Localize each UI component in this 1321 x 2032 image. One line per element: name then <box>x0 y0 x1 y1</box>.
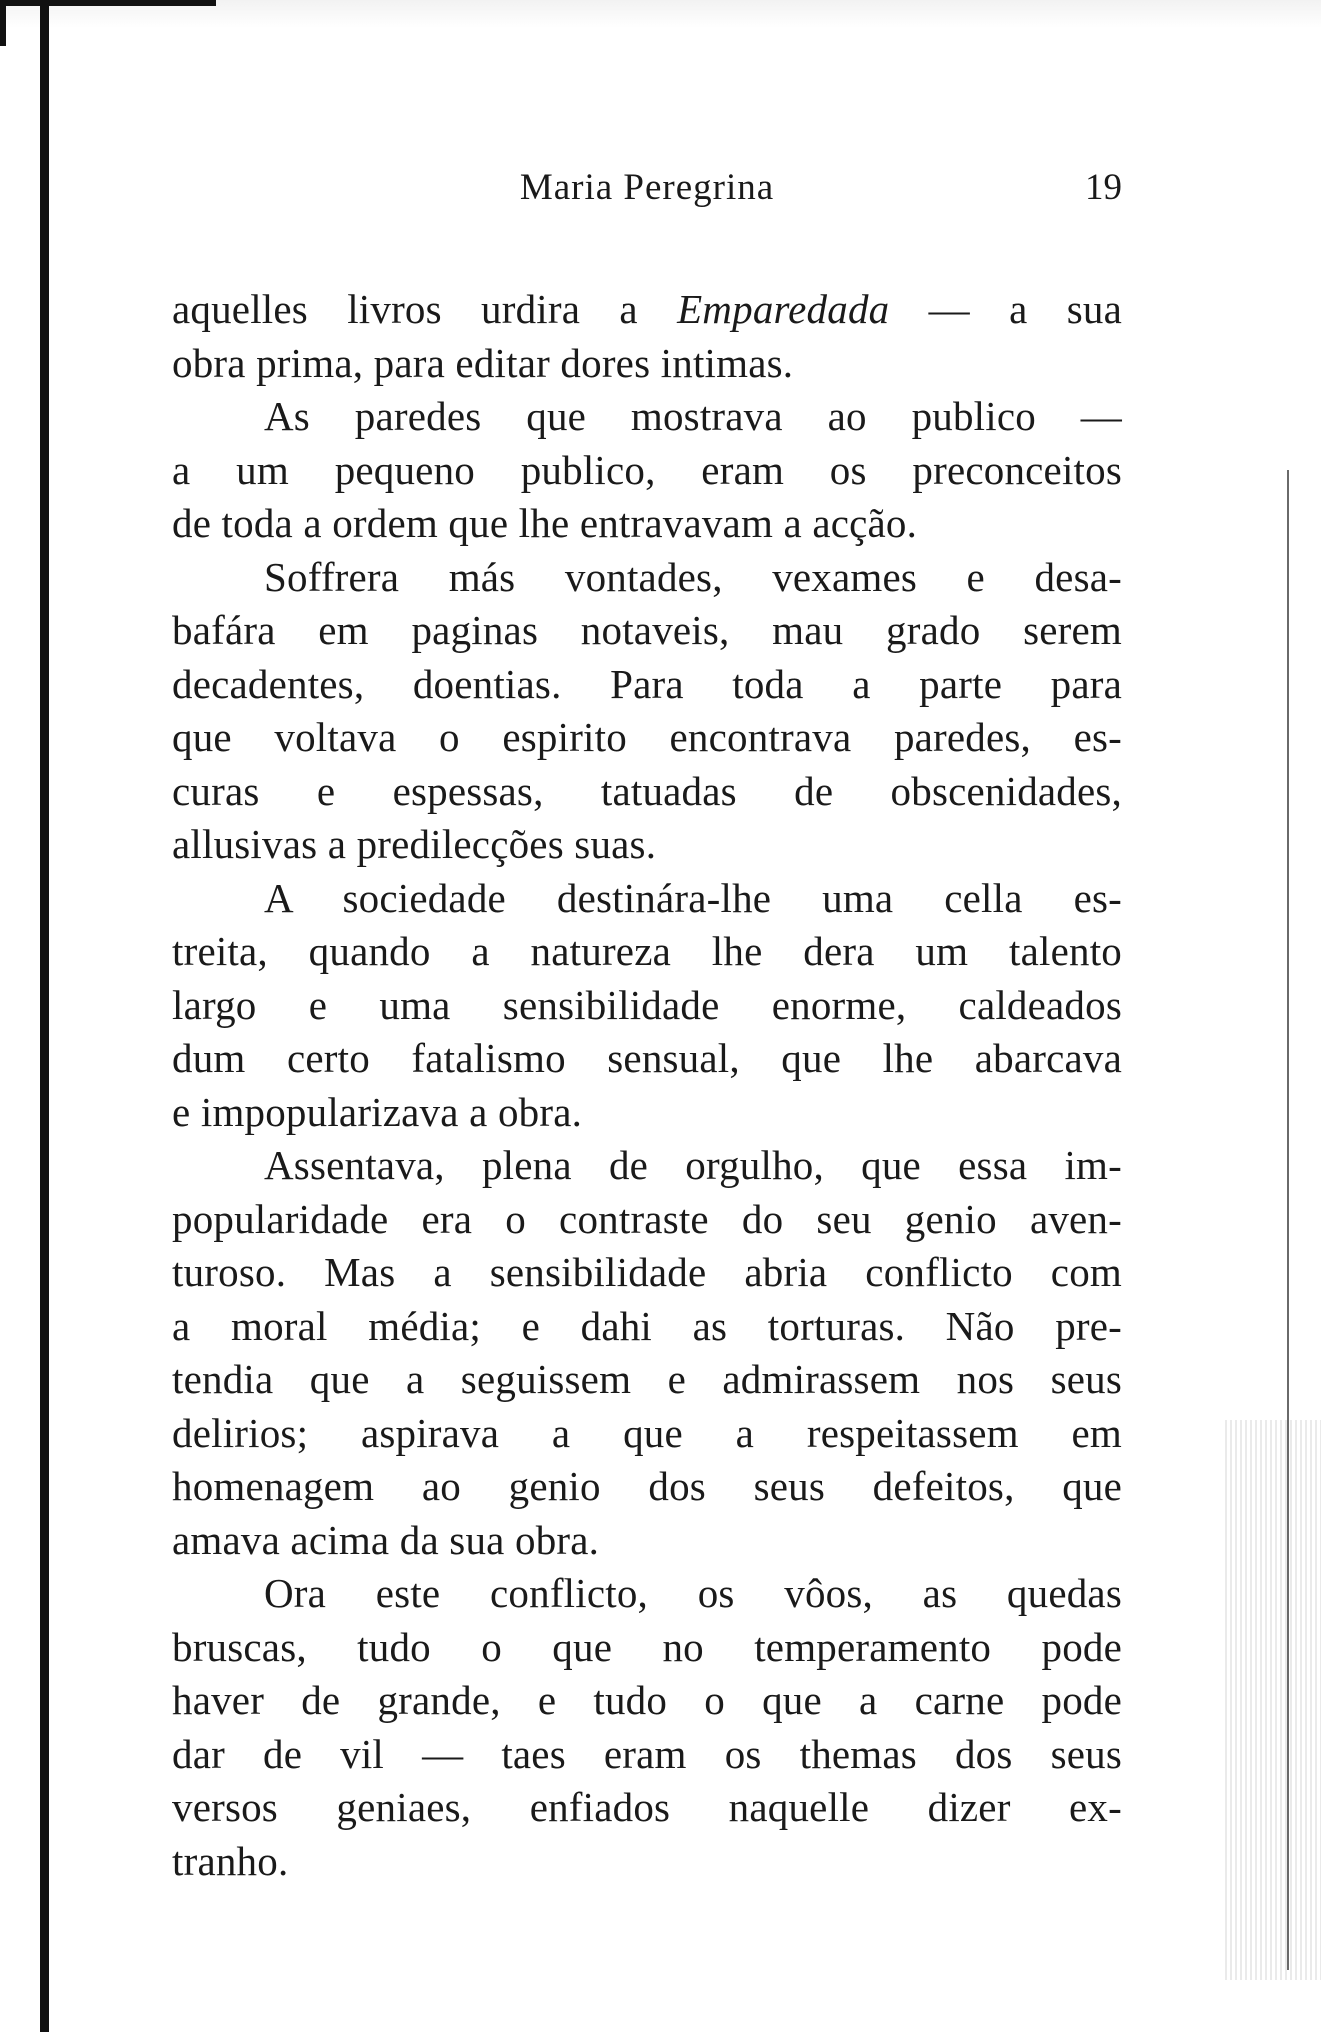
text-line: dar de vil — taes eram os themas dos seus <box>172 1730 1122 1777</box>
text-line: Soffrera más vontades, vexames e desa- <box>264 553 1122 600</box>
scan-left-edge <box>40 0 49 2032</box>
text-line: curas e espessas, tatuadas de obscenidades, <box>172 767 1122 814</box>
text-line: allusivas a predilecções suas. <box>172 821 657 867</box>
running-head <box>172 166 1122 216</box>
text-line: Assentava, plena de orgulho, que essa im- <box>264 1142 1122 1188</box>
text-line: largo e uma sensibilidade enorme, caldeados <box>172 981 1122 1028</box>
text-line: dum certo fatalismo sensual, que lhe abarcava <box>172 1035 1122 1081</box>
running-title: Maria Peregrina <box>519 167 775 208</box>
text-line: homenagem ao genio dos seus defeitos, que <box>172 1463 1122 1509</box>
text-line: a moral média; e dahi as torturas. Não pre- <box>172 1302 1122 1349</box>
text-line: que voltava o espirito encontrava paredes, es- <box>172 714 1122 760</box>
text-line: bafára em paginas notaveis, mau grado serem <box>172 607 1122 653</box>
text-line: bruscas, tudo o que no temperamento pode <box>172 1623 1122 1670</box>
text-line: A sociedade destinára-lhe uma cella es- <box>264 874 1122 921</box>
text-line: e impopularizava a obra. <box>172 1088 583 1135</box>
text-line <box>172 283 1122 337</box>
text-line: popularidade era o contraste do seu genio aven- <box>172 1195 1122 1242</box>
text-line: treita, quando a natureza lhe dera um talento <box>172 928 1122 974</box>
text-line: Ora este conflicto, os vôos, as quedas <box>264 1570 1122 1616</box>
text-line: tendia que a seguissem e admirassem nos seus <box>172 1356 1122 1402</box>
text-line: haver de grande, e tudo o que a carne pode <box>172 1677 1122 1723</box>
text-segment: aquelles livros urdira a <box>172 286 678 332</box>
text-line: a um pequeno publico, eram os preconceitos <box>172 446 1122 493</box>
text-line: versos geniaes, enfiados naquelle dizer ex- <box>172 1784 1122 1830</box>
text-line: As paredes que mostrava ao publico — <box>264 393 1122 439</box>
text-line: tranho. <box>172 1837 289 1884</box>
text-line: obra prima, para editar dores intimas. <box>172 339 794 386</box>
text-line: amava acima da sua obra. <box>172 1516 600 1563</box>
page-number: 19 <box>1085 167 1122 208</box>
text-line: decadentes, doentias. Para toda a parte para <box>172 660 1122 707</box>
book-title-italic: Emparedada <box>677 286 890 332</box>
text-line: delirios; aspirava a que a respeitassem em <box>172 1409 1122 1456</box>
text-line: de toda a ordem que lhe entravavam a acção. <box>172 500 918 546</box>
text-segment: — a sua <box>889 286 1122 332</box>
scan-right-noise <box>1225 1420 1321 1980</box>
body-text <box>172 283 1122 1888</box>
text-line: turoso. Mas a sensibilidade abria conflicto com <box>172 1249 1122 1295</box>
scan-top-corner-mark <box>0 0 216 46</box>
